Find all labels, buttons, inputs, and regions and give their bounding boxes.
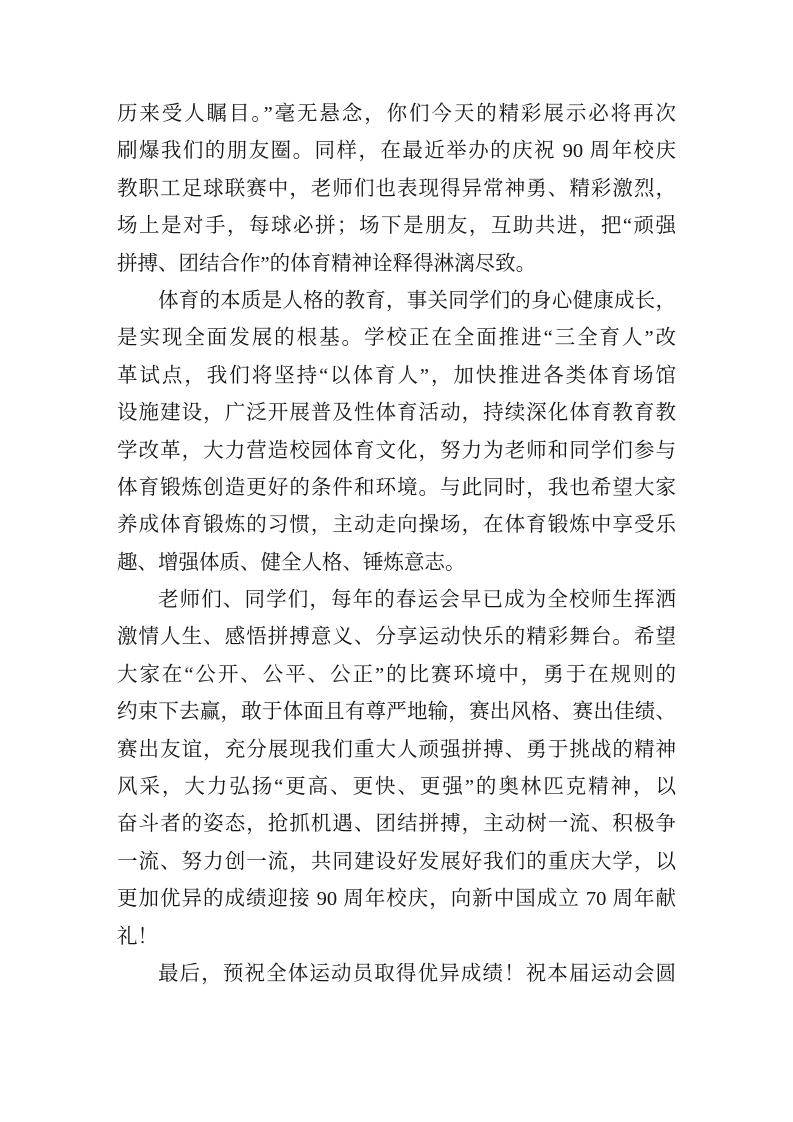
text-line: 更加优异的成绩迎接 90 周年校庆，向新中国成立 70 周年献: [117, 888, 676, 911]
text-line: 设施建设，广泛开展普及性体育活动，持续深化体育教育教: [117, 402, 676, 425]
text-line: 体育的本质是人格的教育，事关同学们的身心健康成长，: [158, 289, 676, 312]
text-line: 场上是对手，每球必拼；场下是朋友，互助共进，把“顽强: [117, 215, 676, 238]
text-line: 革试点，我们将坚持“以体育人”，加快推进各类体育场馆: [117, 364, 676, 387]
text-line: 大家在“公开、公平、公正”的比赛环境中，勇于在规则的: [117, 663, 676, 686]
text-line: 激情人生、感悟拼搏意义、分享运动快乐的精彩舞台。希望: [117, 626, 676, 649]
text-line: 一流、努力创一流，共同建设好发展好我们的重庆大学，以: [117, 850, 676, 873]
text-line: 历来受人瞩目。”毫无悬念，你们今天的精彩展示必将再次: [117, 103, 676, 125]
text-line: 奋斗者的姿态，抢抓机遇、团结拼搏，主动树一流、积极争: [117, 813, 676, 836]
text-line: 教职工足球联赛中，老师们也表现得异常神勇、精彩激烈，: [117, 177, 676, 200]
text-line: 最后，预祝全体运动员取得优异成绩！祝本届运动会圆: [158, 962, 676, 985]
text-line: 礼！: [117, 925, 158, 948]
text-line: 拼搏、团结合作”的体育精神诠释得淋漓尽致。: [117, 252, 537, 275]
text-line: 刷爆我们的朋友圈。同样，在最近举办的庆祝 90 周年校庆: [117, 140, 676, 163]
text-line: 体育锻炼创造更好的条件和环境。与此同时，我也希望大家: [117, 476, 676, 499]
document-body-text: [117, 96, 676, 993]
text-line: 风采，大力弘扬“更高、更快、更强”的奥林匹克精神，以: [117, 776, 676, 799]
text-line: 是实现全面发展的根基。学校正在全面推进“三全育人”改: [117, 327, 676, 350]
text-line: 约束下去赢，敢于体面且有尊严地输，赛出风格、赛出佳绩、: [117, 701, 676, 724]
text-line: 老师们、同学们，每年的春运会早已成为全校师生挥洒: [158, 589, 676, 612]
text-line: 学改革，大力营造校园体育文化，努力为老师和同学们参与: [117, 439, 676, 462]
text-line: 趣、增强体质、健全人格、锤炼意志。: [117, 551, 466, 574]
text-line: 养成体育锻炼的习惯，主动走向操场，在体育锻炼中享受乐: [117, 514, 676, 537]
text-line: 赛出友谊，充分展现我们重大人顽强拼搏、勇于挑战的精神: [117, 738, 676, 761]
